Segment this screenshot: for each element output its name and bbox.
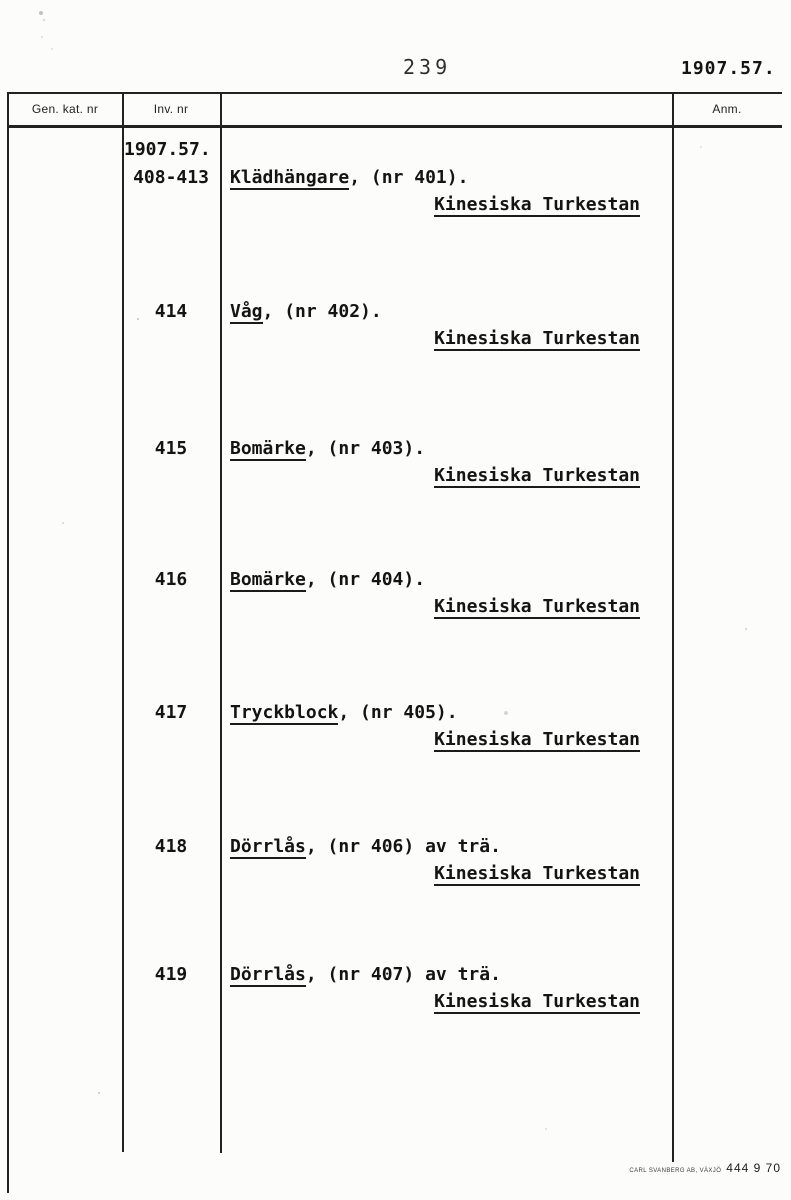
- inventory-number: 417: [154, 702, 188, 723]
- entry-description: [230, 699, 640, 753]
- origin-name: Kinesiska Turkestan: [434, 991, 640, 1012]
- origin-name: Kinesiska Turkestan: [434, 596, 640, 617]
- column-divider-inv-main: [220, 92, 222, 1153]
- entry-description: [230, 961, 640, 1015]
- item-name: Dörrlås: [230, 836, 306, 857]
- entry-title-line: [230, 435, 640, 462]
- page-number: 239: [403, 55, 452, 79]
- item-name: Bomärke: [230, 569, 306, 590]
- inventory-number: 416: [154, 569, 188, 590]
- printer-code: 444 9 70: [726, 1161, 781, 1175]
- entry-description: [230, 435, 640, 489]
- inventory-number: 418: [154, 836, 188, 857]
- inventory-number: 408-413: [133, 167, 209, 188]
- item-name: Dörrlås: [230, 964, 306, 985]
- entry-title-line: [230, 566, 640, 593]
- item-name: Våg: [230, 301, 263, 322]
- entry-origin-line: [230, 191, 640, 218]
- entry-title-line: [230, 164, 640, 191]
- inventory-number: 415: [154, 438, 188, 459]
- entry-description: [230, 566, 640, 620]
- printer-name: CARL SVANBERG AB, VÄXJÖ: [629, 1168, 722, 1174]
- entry-origin-line: [230, 988, 640, 1015]
- origin-name: Kinesiska Turkestan: [434, 729, 640, 750]
- table-left-border: [7, 92, 9, 1193]
- inventory-number: 414: [154, 301, 188, 322]
- entry-title-line: [230, 833, 640, 860]
- printer-mark: [629, 1161, 781, 1175]
- inventory-number: 419: [154, 964, 188, 985]
- column-divider-main-anm: [672, 92, 674, 1162]
- entry-title-line: [230, 298, 640, 325]
- item-name: Tryckblock: [230, 702, 339, 723]
- entry-description: [230, 833, 640, 887]
- column-divider-genkat-inv: [122, 92, 124, 1152]
- entry-origin-line: [230, 325, 640, 352]
- item-name: Klädhängare: [230, 167, 350, 188]
- item-details: , (nr 404).: [305, 569, 426, 590]
- entry-origin-line: [230, 593, 640, 620]
- table-top-rule: [8, 92, 782, 94]
- entry-description: [230, 164, 640, 218]
- item-name: Bomärke: [230, 438, 306, 459]
- item-details: , (nr 405).: [338, 702, 458, 723]
- item-details: , (nr 401).: [349, 167, 469, 188]
- item-details: , (nr 406) av trä.: [305, 836, 501, 857]
- entry-title-line: [230, 699, 640, 726]
- entry-origin-line: [230, 462, 640, 489]
- catalog-group-label: 1907.57.: [124, 139, 211, 160]
- item-details: , (nr 407) av trä.: [305, 964, 501, 985]
- scan-noise-specks: [0, 0, 2, 2]
- origin-name: Kinesiska Turkestan: [434, 465, 640, 486]
- origin-name: Kinesiska Turkestan: [434, 194, 640, 215]
- entry-origin-line: [230, 726, 640, 753]
- item-details: , (nr 402).: [262, 301, 382, 322]
- column-header-gen-kat-nr: Gen. kat. nr: [31, 102, 99, 116]
- item-details: , (nr 403).: [305, 438, 426, 459]
- entry-description: [230, 298, 640, 352]
- entry-title-line: [230, 961, 640, 988]
- origin-name: Kinesiska Turkestan: [434, 328, 640, 349]
- column-header-anm: Anm.: [712, 102, 742, 116]
- page-header-reference: 1907.57.: [681, 58, 776, 79]
- entry-origin-line: [230, 860, 640, 887]
- origin-name: Kinesiska Turkestan: [434, 863, 640, 884]
- column-header-inv-nr: Inv. nr: [153, 102, 189, 116]
- table-header-separator: [8, 125, 782, 128]
